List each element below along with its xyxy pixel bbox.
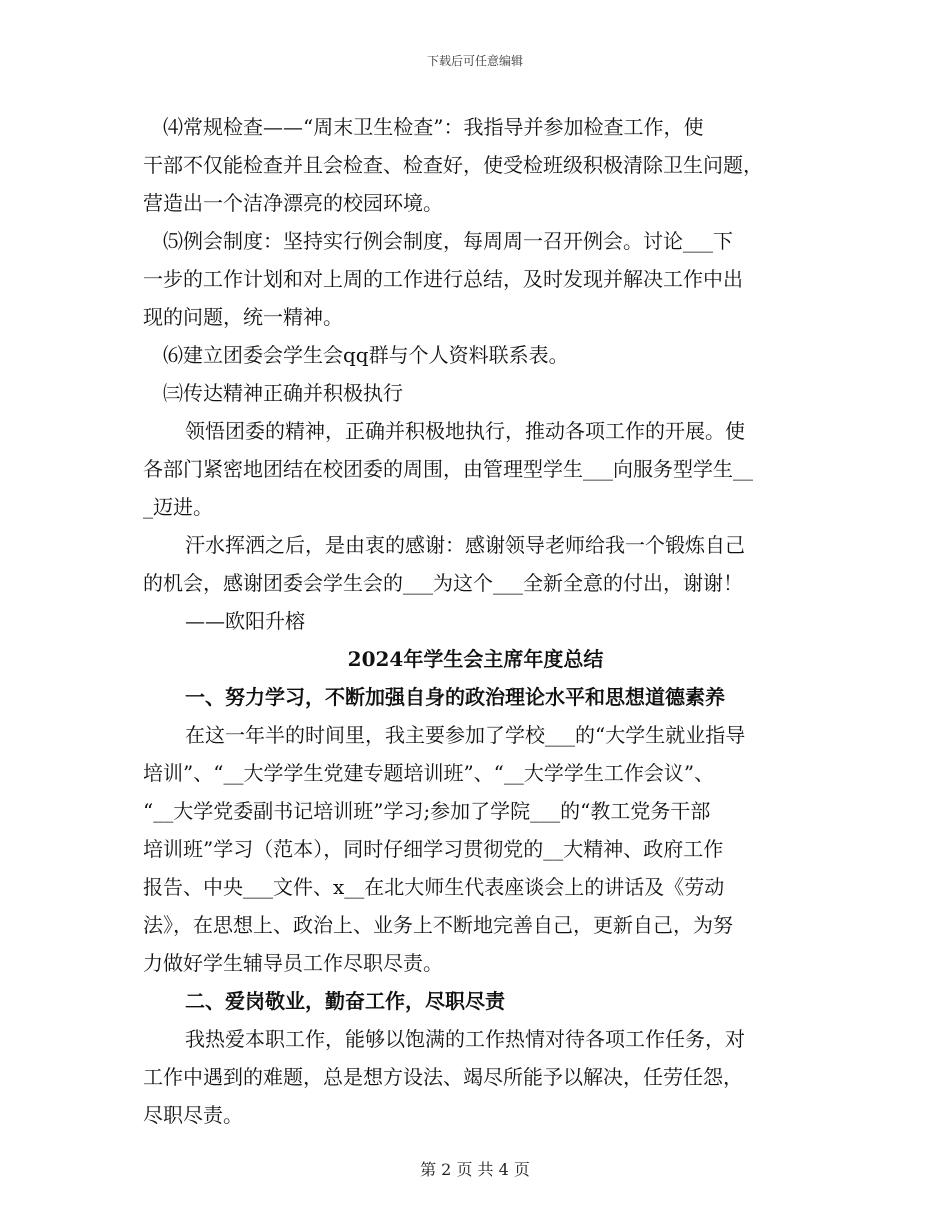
text-line: 领悟团委的精神，正确并积极地执行，推动各项工作的开展。使 — [185, 419, 745, 443]
page-header: 下载后可任意编辑 — [426, 54, 523, 68]
text-line: 我热爱本职工作，能够以饱满的工作热情对待各项工作任务，对 — [185, 1027, 745, 1051]
text-line: 营造出一个洁净漂亮的校园环境。 — [143, 191, 443, 215]
document-body — [143, 108, 808, 1134]
text-line: 工作中遇到的难题，总是想方设法、竭尽所能予以解决，任劳任怨， — [143, 1065, 743, 1089]
text-line: 汗水挥洒之后，是由衷的感谢：感谢领导老师给我一个锻炼自己 — [185, 533, 745, 557]
text-line: “__大学党委副书记培训班”学习;参加了学院___的“教工党务干部 — [143, 799, 711, 823]
page-footer: 第 2 页 共 4 页 — [420, 1160, 530, 1179]
text-line: 报告、中央___文件、x__在北大师生代表座谈会上的讲话及《劳动 — [143, 875, 725, 899]
text-line: 的机会，感谢团委会学生会的___为这个___全新全意的付出，谢谢！ — [143, 571, 743, 595]
text-line: 一步的工作计划和对上周的工作进行总结，及时发现并解决工作中出 — [143, 267, 743, 291]
text-line: ⑹建立团委会学生会qq群与个人资料联系表。 — [163, 343, 569, 367]
text-line: 在这一年半的时间里，我主要参加了学校___的“大学生就业指导 — [185, 723, 746, 747]
section-heading: 二、爱岗敬业，勤奋工作，尽职尽责 — [185, 989, 505, 1013]
signature-line: ——欧阳升榕 — [185, 609, 305, 633]
section-heading: 一、努力学习，不断加强自身的政治理论水平和思想道德素养 — [185, 685, 725, 709]
text-line: ⑸例会制度：坚持实行例会制度，每周周一召开例会。讨论___下 — [163, 229, 733, 253]
text-line: _迈进。 — [143, 495, 213, 519]
text-line: ⑷常规检查——“周末卫生检查”：我指导并参加检查工作，使 — [163, 115, 704, 139]
text-line: 现的问题，统一精神。 — [143, 305, 343, 329]
text-line: 法》，在思想上、政治上、业务上不断地完善自己，更新自己，为努 — [143, 913, 733, 937]
text-line: 培训班”学习（范本），同时仔细学习贯彻党的__大精神、政府工作 — [143, 837, 724, 861]
text-line: 培训”、“__大学学生党建专题培训班”、“__大学学生工作会议”、 — [143, 761, 715, 785]
text-line: 尽职尽责。 — [143, 1103, 243, 1127]
text-line: 力做好学生辅导员工作尽职尽责。 — [143, 951, 443, 975]
text-line: 各部门紧密地团结在校团委的周围，由管理型学生___向服务型学生__ — [143, 457, 753, 481]
section-heading: ㈢传达精神正确并积极执行 — [163, 381, 403, 405]
text-line: 干部不仅能检查并且会检查、检查好，使受检班级积极清除卫生问题， — [143, 153, 763, 177]
document-title: 2024年学生会主席年度总结 — [347, 647, 604, 671]
